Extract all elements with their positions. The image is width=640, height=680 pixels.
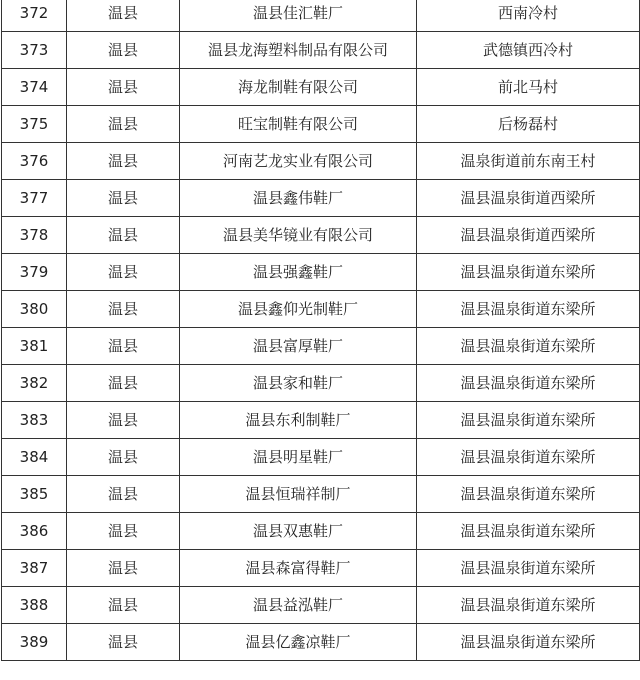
row-number-cell: 386 <box>2 513 67 550</box>
table-row <box>2 439 640 476</box>
row-number-cell: 389 <box>2 624 67 661</box>
table-row <box>2 513 640 550</box>
row-number-cell: 378 <box>2 217 67 254</box>
county-cell: 温县 <box>67 180 180 217</box>
company-name-cell: 温县鑫仰光制鞋厂 <box>180 291 417 328</box>
county-cell: 温县 <box>67 513 180 550</box>
location-cell: 温县温泉街道东梁所 <box>417 587 640 624</box>
location-cell: 武德镇西冷村 <box>417 32 640 69</box>
county-cell: 温县 <box>67 69 180 106</box>
row-number-cell: 387 <box>2 550 67 587</box>
location-cell: 温县温泉街道东梁所 <box>417 476 640 513</box>
company-name-cell: 温县益泓鞋厂 <box>180 587 417 624</box>
location-cell: 温县温泉街道东梁所 <box>417 254 640 291</box>
location-cell: 后杨磊村 <box>417 106 640 143</box>
table-row <box>2 550 640 587</box>
table-row <box>2 476 640 513</box>
table-row <box>2 587 640 624</box>
location-cell: 前北马村 <box>417 69 640 106</box>
company-name-cell: 河南艺龙实业有限公司 <box>180 143 417 180</box>
company-name-cell: 温县明星鞋厂 <box>180 439 417 476</box>
location-cell: 温县温泉街道西梁所 <box>417 217 640 254</box>
county-cell: 温县 <box>67 365 180 402</box>
row-number-cell: 380 <box>2 291 67 328</box>
row-number-cell: 372 <box>2 0 67 32</box>
location-cell: 温县温泉街道东梁所 <box>417 550 640 587</box>
company-name-cell: 温县亿鑫凉鞋厂 <box>180 624 417 661</box>
table-row <box>2 32 640 69</box>
row-number-cell: 376 <box>2 143 67 180</box>
company-name-cell: 温县美华镜业有限公司 <box>180 217 417 254</box>
company-name-cell: 温县双惠鞋厂 <box>180 513 417 550</box>
table-row <box>2 254 640 291</box>
table-row <box>2 0 640 32</box>
company-name-cell: 温县家和鞋厂 <box>180 365 417 402</box>
county-cell: 温县 <box>67 476 180 513</box>
row-number-cell: 379 <box>2 254 67 291</box>
row-number-cell: 384 <box>2 439 67 476</box>
row-number-cell: 381 <box>2 328 67 365</box>
table-row <box>2 365 640 402</box>
table-row <box>2 217 640 254</box>
table-row <box>2 624 640 661</box>
location-cell: 温县温泉街道东梁所 <box>417 402 640 439</box>
location-cell: 温县温泉街道东梁所 <box>417 513 640 550</box>
county-cell: 温县 <box>67 328 180 365</box>
county-cell: 温县 <box>67 106 180 143</box>
table-row <box>2 291 640 328</box>
county-cell: 温县 <box>67 32 180 69</box>
row-number-cell: 375 <box>2 106 67 143</box>
location-cell: 温县温泉街道西梁所 <box>417 180 640 217</box>
county-cell: 温县 <box>67 254 180 291</box>
table-row <box>2 328 640 365</box>
data-table <box>1 0 640 661</box>
row-number-cell: 388 <box>2 587 67 624</box>
table-row <box>2 180 640 217</box>
county-cell: 温县 <box>67 402 180 439</box>
company-name-cell: 温县龙海塑料制品有限公司 <box>180 32 417 69</box>
county-cell: 温县 <box>67 217 180 254</box>
location-cell: 温泉街道前东南王村 <box>417 143 640 180</box>
location-cell: 温县温泉街道东梁所 <box>417 291 640 328</box>
location-cell: 温县温泉街道东梁所 <box>417 439 640 476</box>
table-row <box>2 69 640 106</box>
county-cell: 温县 <box>67 0 180 32</box>
county-cell: 温县 <box>67 587 180 624</box>
county-cell: 温县 <box>67 624 180 661</box>
location-cell: 温县温泉街道东梁所 <box>417 624 640 661</box>
row-number-cell: 382 <box>2 365 67 402</box>
row-number-cell: 373 <box>2 32 67 69</box>
table-row <box>2 402 640 439</box>
row-number-cell: 374 <box>2 69 67 106</box>
company-name-cell: 温县恒瑞祥制厂 <box>180 476 417 513</box>
location-cell: 温县温泉街道东梁所 <box>417 328 640 365</box>
company-name-cell: 温县佳汇鞋厂 <box>180 0 417 32</box>
company-name-cell: 温县森富得鞋厂 <box>180 550 417 587</box>
company-name-cell: 温县强鑫鞋厂 <box>180 254 417 291</box>
company-name-cell: 温县鑫伟鞋厂 <box>180 180 417 217</box>
county-cell: 温县 <box>67 550 180 587</box>
company-name-cell: 温县富厚鞋厂 <box>180 328 417 365</box>
row-number-cell: 377 <box>2 180 67 217</box>
row-number-cell: 385 <box>2 476 67 513</box>
location-cell: 西南冷村 <box>417 0 640 32</box>
table-row <box>2 143 640 180</box>
county-cell: 温县 <box>67 291 180 328</box>
company-name-cell: 温县东利制鞋厂 <box>180 402 417 439</box>
row-number-cell: 383 <box>2 402 67 439</box>
location-cell: 温县温泉街道东梁所 <box>417 365 640 402</box>
company-name-cell: 海龙制鞋有限公司 <box>180 69 417 106</box>
county-cell: 温县 <box>67 439 180 476</box>
county-cell: 温县 <box>67 143 180 180</box>
company-name-cell: 旺宝制鞋有限公司 <box>180 106 417 143</box>
table-row <box>2 106 640 143</box>
table-body <box>2 0 640 661</box>
